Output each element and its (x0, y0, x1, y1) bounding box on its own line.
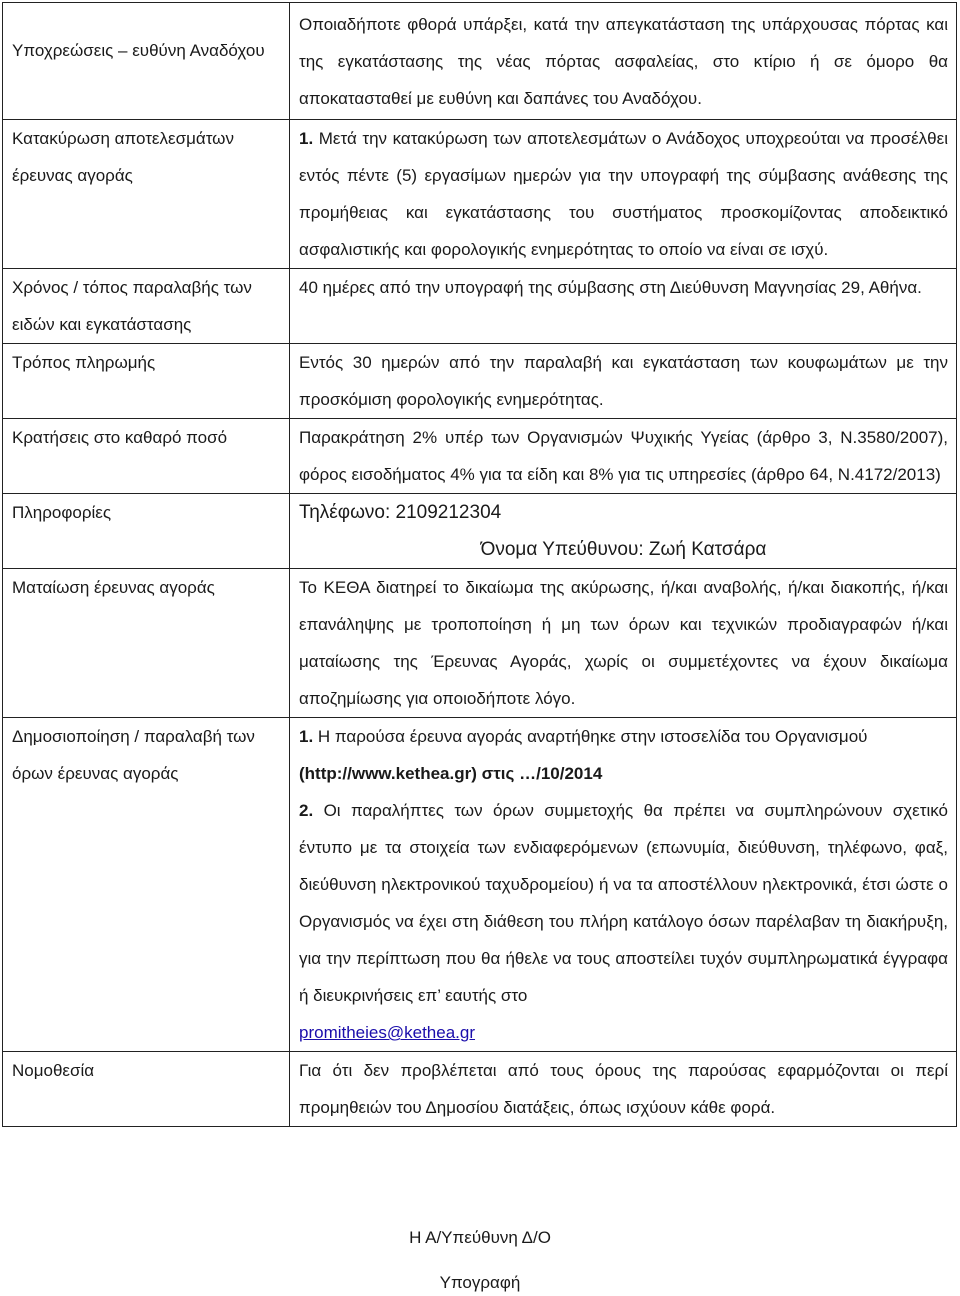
label-legislation: Νομοθεσία (3, 1052, 290, 1127)
value-award (290, 120, 957, 269)
row-delivery (3, 269, 957, 344)
row-obligations (3, 3, 957, 120)
label-delivery: Χρόνος / τόπος παραλαβής των ειδών και εγκατάστασης (3, 269, 290, 344)
info-phone: Τηλέφωνο: 2109212304 (299, 502, 502, 523)
row-deductions (3, 419, 957, 494)
publication-item-2-text: Οι παραλήπτες των όρων συμμετοχής θα πρέπει να συμπληρώνουν σχετικό έντυπο με τα στοιχεία των ενδιαφερόμενων (επωνυμία, διεύθυνση, τηλέφωνο, φαξ, διεύθυνση ηλεκτρονικού ταχυδρομείου) ή να τα αποστέλλουν ηλεκτρονικά, έτσι ώστε ο Οργανισμός να έχει στη διάθεση του πλήρη κατάλογο όσων παρέλαβαν τη διακήρυξη, για την περίπτωση που θα ήθελε να τους αποστείλει τυχόν συμπληρωματικά έγγραφα ή διευκρινήσεις επ’ εαυτής στο (299, 801, 948, 1005)
info-contact: Όνομα Υπεύθυνου: Ζωή Κατσάρα (480, 539, 767, 560)
publication-website-link[interactable]: (http://www.kethea.gr) στις …/10/2014 (299, 764, 603, 783)
publication-item-1 (299, 718, 948, 755)
value-payment: Εντός 30 ημερών από την παραλαβή και εγκατάσταση των κουφωμάτων με την προσκόμιση φορολογικής ενημερότητας. (290, 344, 957, 419)
label-obligations: Υποχρεώσεις – ευθύνη Αναδόχου (3, 3, 290, 120)
award-number: 1. (299, 129, 314, 148)
publication-item-1-text: Η παρούσα έρευνα αγοράς αναρτήθηκε στην ιστοσελίδα του Οργανισμού (317, 727, 868, 746)
value-cancellation: Το ΚΕΘΑ διατηρεί το δικαίωμα της ακύρωσης, ή/και αναβολής, ή/και διακοπής, ή/και επανάληψης με τροποποίηση ή μη των όρων και τεχνικών προδιαγραφών ή/και ματαίωσης της Έρευνας Αγοράς, χωρίς οι συμμετέχοντες να έχουν δικαίωμα αποζημίωσης για οποιοδήποτε λόγο. (290, 569, 957, 718)
row-info (3, 494, 957, 569)
label-publication: Δημοσιοποίηση / παραλαβή των όρων έρευνας αγοράς (3, 718, 290, 1052)
value-delivery: 40 ημέρες από την υπογραφή της σύμβασης στη Διεύθυνση Μαγνησίας 29, Αθήνα. (290, 269, 957, 344)
publication-item-2 (299, 792, 948, 1014)
value-legislation: Για ότι δεν προβλέπεται από τους όρους της παρούσας εφαρμόζονται οι περί προμηθειών του Δημοσίου διατάξεις, όπως ισχύουν κάθε φορά. (290, 1052, 957, 1127)
value-deductions: Παρακράτηση 2% υπέρ των Οργανισμών Ψυχικής Υγείας (άρθρο 3, Ν.3580/2007), φόρος εισοδήματος 4% για τα είδη και 8% για τις υπηρεσίες (άρθρο 64, Ν.4172/2013) (290, 419, 957, 494)
award-text: Μετά την κατακύρωση των αποτελεσμάτων ο Ανάδοχος υποχρεούται να προσέλθει εντός πέντε (5) εργασίμων ημερών για την υπογραφή της σύμβασης ανάθεσης της προμήθειας και εγκατάστασης του συστήματος προσκομίζοντας αποδεικτικό ασφαλιστικής και φορολογικής ενημερότητας το οποίο να είναι σε ισχύ. (299, 129, 948, 259)
value-info (290, 494, 957, 569)
label-info: Πληροφορίες (3, 494, 290, 569)
row-payment (3, 344, 957, 419)
row-publication (3, 718, 957, 1052)
publication-item-1-number: 1. (299, 727, 314, 746)
label-deductions: Κρατήσεις στο καθαρό ποσό (3, 419, 290, 494)
value-obligations: Οποιαδήποτε φθορά υπάρξει, κατά την απεγκατάσταση της υπάρχουσας πόρτας και της εγκατάστασης της νέας πόρτας ασφαλείας, στο κτίριο ή σε όμορο θα αποκατασταθεί με ευθύνη και δαπάνες του Αναδόχου. (290, 3, 957, 120)
signature-sign: Υπογραφή (439, 1273, 521, 1292)
label-award: Κατακύρωση αποτελεσμάτων έρευνας αγοράς (3, 120, 290, 269)
row-legislation (3, 1052, 957, 1127)
publication-item-2-number: 2. (299, 801, 314, 820)
value-publication (290, 718, 957, 1052)
row-cancellation (3, 569, 957, 718)
row-award (3, 120, 957, 269)
email-link[interactable]: promitheies@kethea.gr (299, 1023, 476, 1042)
terms-table (2, 2, 957, 1127)
label-cancellation: Ματαίωση έρευνας αγοράς (3, 569, 290, 718)
signature-title: Η Α/Υπεύθυνη Δ/Ο (409, 1228, 551, 1247)
label-payment: Τρόπος πληρωμής (3, 344, 290, 419)
